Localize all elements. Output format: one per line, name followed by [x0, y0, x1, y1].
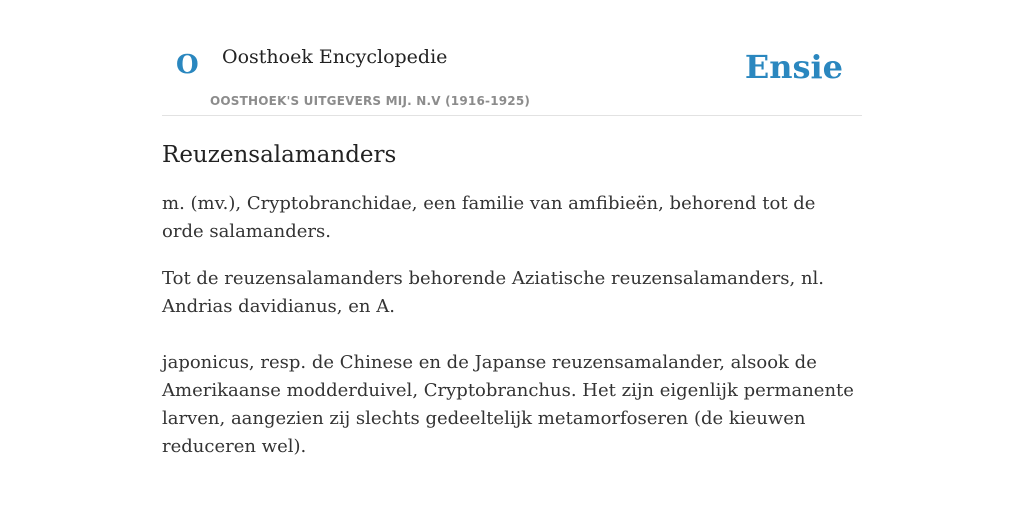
ensie-brand-link[interactable]: Ensie [744, 48, 843, 86]
publication-header [162, 0, 862, 116]
publication-logo[interactable]: O [176, 50, 199, 80]
article [162, 141, 862, 461]
publication-title[interactable]: Oosthoek Encyclopedie [222, 46, 448, 68]
publication-subtitle: OOSTHOEK'S UITGEVERS MIJ. N.V (1916-1925) [210, 94, 531, 108]
article-title: Reuzensalamanders [162, 142, 397, 168]
content-container [162, 0, 862, 461]
article-paragraph: Tot de reuzensalamanders behorende Aziatische reuzensalamanders, nl. Andrias davidianus, en A. [162, 267, 825, 317]
article-paragraph: japonicus, resp. de Chinese en de Japanse reuzensamalander, alsook de Amerikaanse modderduivel, Cryptobranchus. Het zijn eigenlijk permanente larven, aangezien zij slechts gedeeltelijk metamorfoseren (de kieuwen reduceren wel). [162, 351, 854, 457]
article-paragraph: m. (mv.), Cryptobranchidae, een familie van amfibieën, behorend tot de orde salamanders. [162, 192, 816, 242]
